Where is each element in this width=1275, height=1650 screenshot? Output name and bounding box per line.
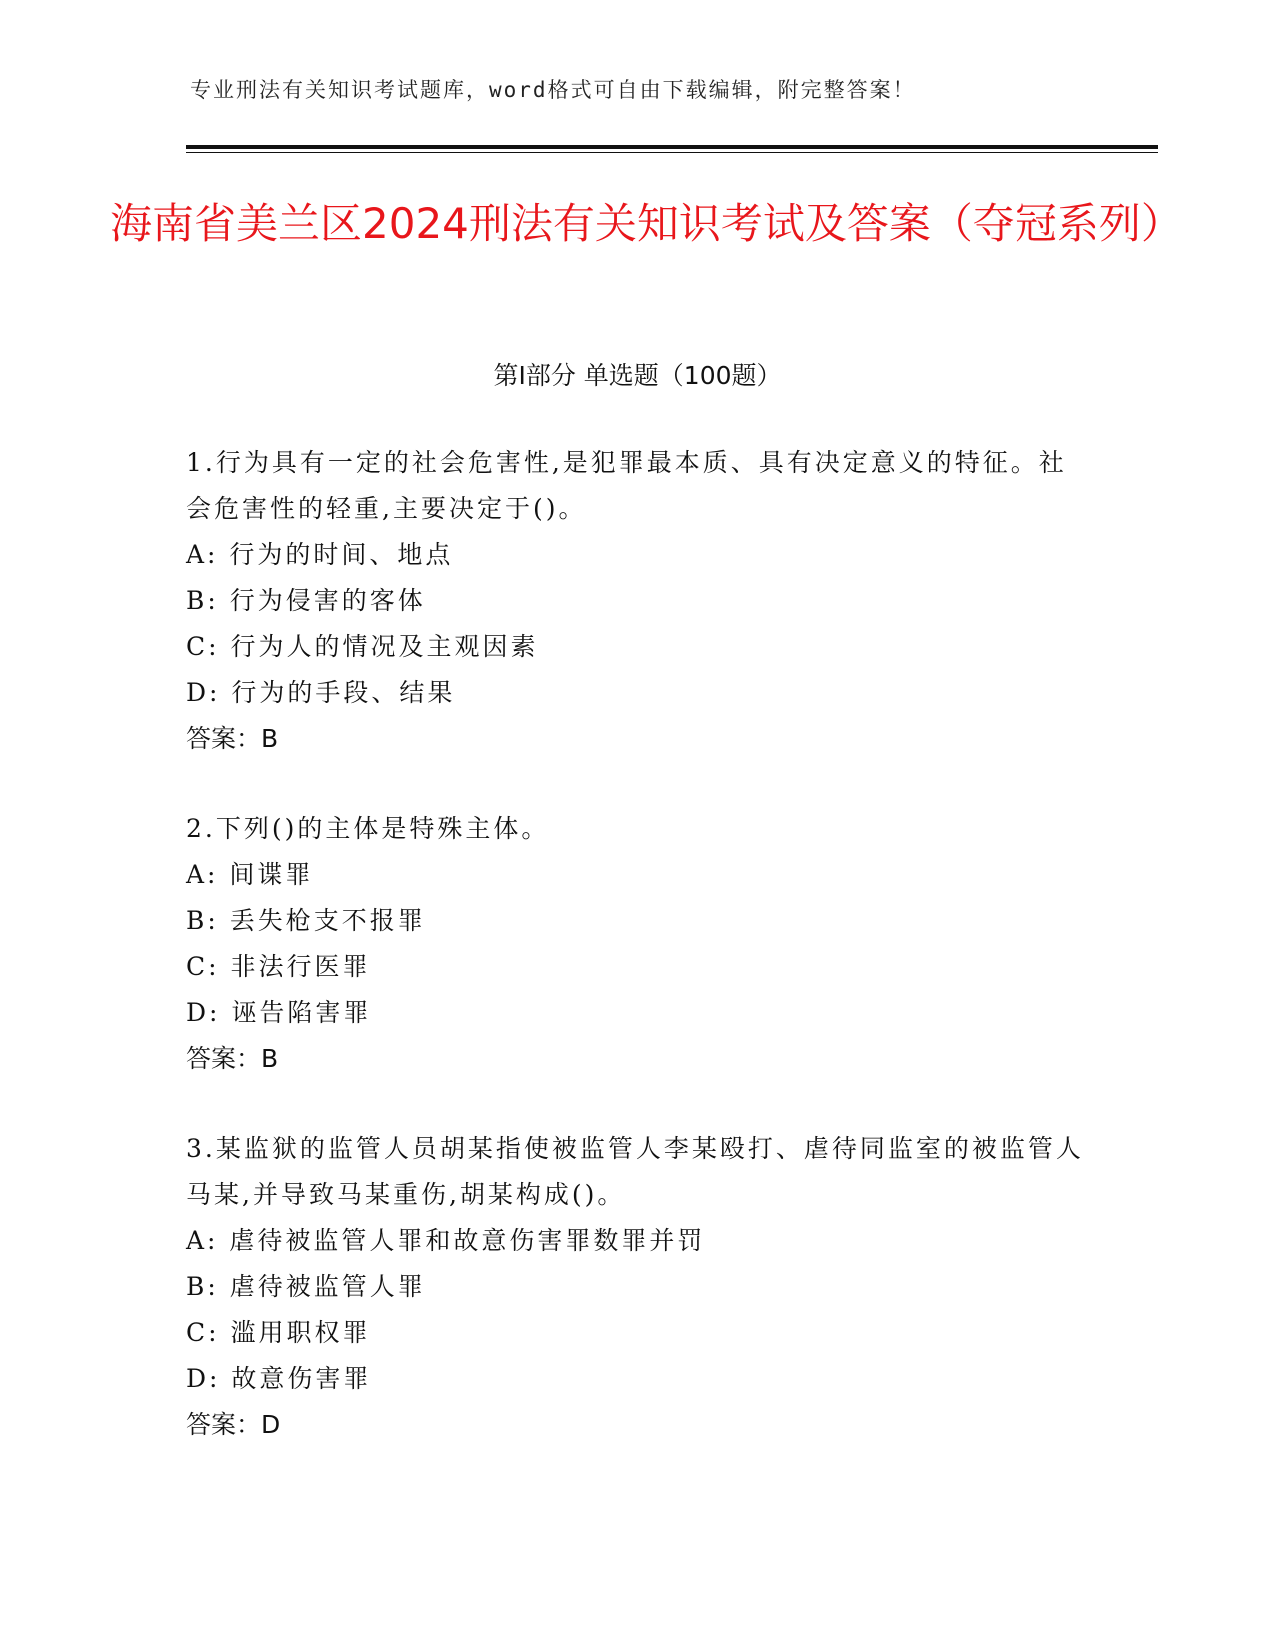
option-a: A: 间谍罪	[186, 860, 314, 889]
option-d: D: 行为的手段、结果	[186, 678, 456, 707]
option-c: C: 滥用职权罪	[186, 1318, 371, 1347]
option-b: B: 虐待被监管人罪	[186, 1272, 426, 1301]
header-rule-thick	[186, 145, 1158, 149]
question-3	[186, 1126, 1086, 1448]
answer: 答案：D	[186, 1410, 281, 1439]
question-list	[186, 440, 1086, 1492]
header-rule-thin	[186, 152, 1158, 153]
question-stem: 1.行为具有一定的社会危害性,是犯罪最本质、具有决定意义的特征。社会危害性的轻重,主要决定于()。	[186, 448, 1067, 523]
option-c: C: 非法行医罪	[186, 952, 371, 981]
header-note: 专业刑法有关知识考试题库，word格式可自由下载编辑，附完整答案！	[190, 78, 916, 102]
option-c: C: 行为人的情况及主观因素	[186, 632, 539, 661]
question-stem: 2.下列()的主体是特殊主体。	[186, 814, 550, 843]
question-2	[186, 806, 1086, 1082]
question-1	[186, 440, 1086, 762]
question-stem: 3.某监狱的监管人员胡某指使被监管人李某殴打、虐待同监室的被监管人马某,并导致马某重伤,胡某构成()。	[186, 1134, 1084, 1209]
answer: 答案：B	[186, 724, 279, 753]
section-title: 第Ⅰ部分 单选题（100题）	[493, 361, 782, 390]
option-a: A: 行为的时间、地点	[186, 540, 454, 569]
page-title: 海南省美兰区2024刑法有关知识考试及答案（夺冠系列）	[110, 199, 1183, 248]
option-b: B: 丢失枪支不报罪	[186, 906, 426, 935]
option-d: D: 诬告陷害罪	[186, 998, 372, 1027]
option-a: A: 虐待被监管人罪和故意伤害罪数罪并罚	[186, 1226, 706, 1255]
option-d: D: 故意伤害罪	[186, 1364, 372, 1393]
option-b: B: 行为侵害的客体	[186, 586, 426, 615]
answer: 答案：B	[186, 1044, 279, 1073]
